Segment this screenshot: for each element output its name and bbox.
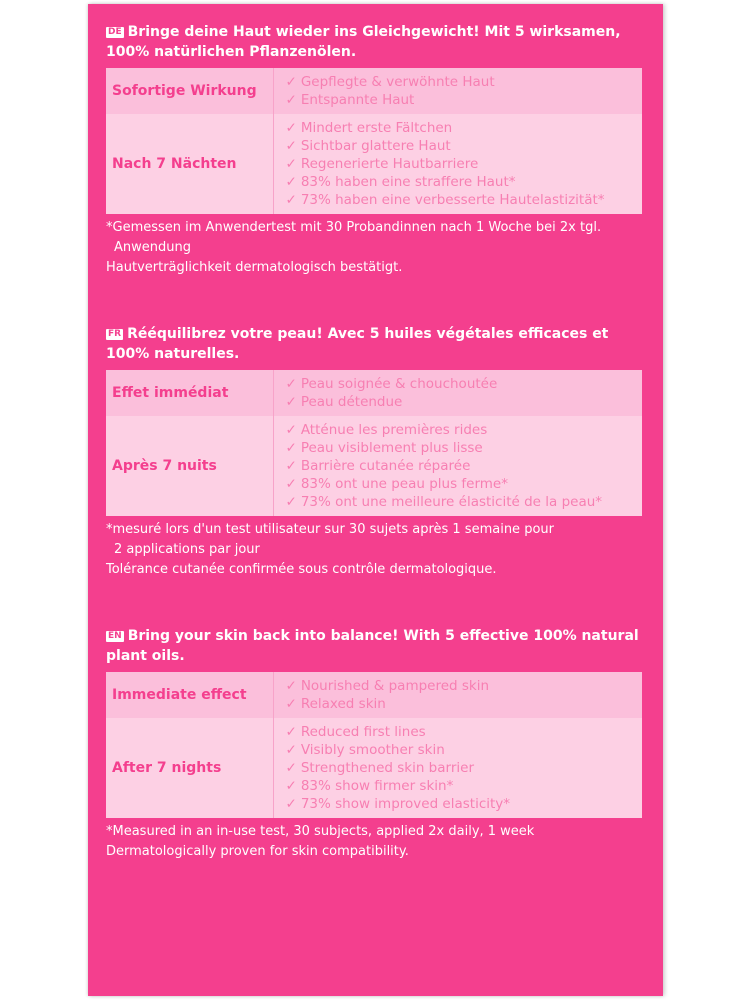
footnote: *mesuré lors d'un test utilisateur sur 30 sujets après 1 semaine pour 2 applications par jour Tolérance cutanée confirmée sous contrôle dermatologique. bbox=[106, 522, 554, 577]
list-item: ✓ 83% ont une peau plus ferme* bbox=[285, 476, 508, 492]
row-label: Sofortige Wirkung bbox=[106, 68, 273, 114]
list-item: ✓ 83% haben eine straffere Haut* bbox=[285, 174, 516, 190]
check-icon: ✓ bbox=[285, 742, 297, 758]
section-heading bbox=[106, 22, 646, 62]
list-item: ✓ 73% show improved elasticity* bbox=[285, 796, 511, 812]
row-label: Nach 7 Nächten bbox=[106, 114, 273, 214]
footnote: *Measured in an in-use test, 30 subjects, applied 2x daily, 1 week Dermatologically proven for skin compatibility. bbox=[106, 824, 535, 859]
section-de bbox=[106, 22, 646, 278]
check-icon: ✓ bbox=[285, 678, 297, 694]
check-icon: ✓ bbox=[285, 192, 297, 208]
list-item: ✓ 83% show firmer skin* bbox=[285, 778, 454, 794]
list-item: ✓ Strengthened skin barrier bbox=[285, 760, 474, 776]
benefits-table-fr bbox=[106, 370, 642, 516]
check-icon: ✓ bbox=[285, 394, 297, 410]
check-icon: ✓ bbox=[285, 458, 297, 474]
check-icon: ✓ bbox=[285, 760, 297, 776]
list-item: ✓ 73% ont une meilleure élasticité de la peau* bbox=[285, 494, 603, 510]
check-icon: ✓ bbox=[285, 724, 297, 740]
list-item: ✓ Regenerierte Hautbarriere bbox=[285, 156, 479, 172]
check-icon: ✓ bbox=[285, 696, 297, 712]
footnote: *Gemessen im Anwendertest mit 30 Probandinnen nach 1 Woche bei 2x tgl. Anwendung Hautverträglichkeit dermatologisch bestätigt. bbox=[106, 220, 602, 275]
check-icon: ✓ bbox=[285, 92, 297, 108]
row-items bbox=[273, 114, 642, 214]
check-icon: ✓ bbox=[285, 74, 297, 90]
benefits-table-de bbox=[106, 68, 642, 214]
table-row-immediate bbox=[106, 370, 642, 416]
table-row-immediate bbox=[106, 68, 642, 114]
heading-text: Bringe deine Haut wieder ins Gleichgewicht! Mit 5 wirksamen, 100% natürlichen Pflanzenölen. bbox=[106, 24, 621, 60]
section-en bbox=[106, 626, 646, 862]
check-icon: ✓ bbox=[285, 440, 297, 456]
row-items bbox=[273, 718, 642, 818]
list-item: ✓ Relaxed skin bbox=[285, 696, 386, 712]
section-heading bbox=[106, 324, 646, 364]
check-icon: ✓ bbox=[285, 476, 297, 492]
list-item: ✓ Barrière cutanée réparée bbox=[285, 458, 471, 474]
check-icon: ✓ bbox=[285, 796, 297, 812]
check-icon: ✓ bbox=[285, 778, 297, 794]
list-item: ✓ Peau visiblement plus lisse bbox=[285, 440, 483, 456]
row-items bbox=[273, 370, 642, 416]
check-icon: ✓ bbox=[285, 138, 297, 154]
list-item: ✓ 73% haben eine verbesserte Hautelastizität* bbox=[285, 192, 605, 208]
list-item: ✓ Reduced first lines bbox=[285, 724, 426, 740]
section-heading bbox=[106, 626, 646, 666]
check-icon: ✓ bbox=[285, 494, 297, 510]
table-row-after-7-nights bbox=[106, 718, 642, 818]
table-row-immediate bbox=[106, 672, 642, 718]
list-item: ✓ Mindert erste Fältchen bbox=[285, 120, 453, 136]
row-label: Après 7 nuits bbox=[106, 416, 273, 516]
list-item: ✓ Nourished & pampered skin bbox=[285, 678, 490, 694]
benefits-table-en bbox=[106, 672, 642, 818]
row-label: Effet immédiat bbox=[106, 370, 273, 416]
check-icon: ✓ bbox=[285, 120, 297, 136]
row-items bbox=[273, 672, 642, 718]
row-label: After 7 nights bbox=[106, 718, 273, 818]
row-items bbox=[273, 68, 642, 114]
row-items bbox=[273, 416, 642, 516]
check-icon: ✓ bbox=[285, 376, 297, 392]
check-icon: ✓ bbox=[285, 174, 297, 190]
table-row-after-7-nights bbox=[106, 114, 642, 214]
heading-text: Rééquilibrez votre peau! Avec 5 huiles végétales efficaces et 100% naturelles. bbox=[106, 326, 609, 362]
list-item: ✓ Peau détendue bbox=[285, 394, 403, 410]
check-icon: ✓ bbox=[285, 156, 297, 172]
list-item: ✓ Atténue les premières rides bbox=[285, 422, 488, 438]
lang-badge-de: DE bbox=[108, 27, 122, 37]
list-item: ✓ Visibly smoother skin bbox=[285, 742, 445, 758]
row-label: Immediate effect bbox=[106, 672, 273, 718]
check-icon: ✓ bbox=[285, 422, 297, 438]
table-row-after-7-nights bbox=[106, 416, 642, 516]
section-fr bbox=[106, 324, 646, 580]
list-item: ✓ Sichtbar glattere Haut bbox=[285, 138, 451, 154]
list-item: ✓ Entspannte Haut bbox=[285, 92, 415, 108]
product-info-panel bbox=[88, 4, 663, 996]
list-item: ✓ Gepflegte & verwöhnte Haut bbox=[285, 74, 495, 90]
lang-badge-fr: FR bbox=[108, 329, 122, 339]
lang-badge-en: EN bbox=[108, 631, 122, 641]
heading-text: Bring your skin back into balance! With 5 effective 100% natural plant oils. bbox=[106, 628, 639, 664]
list-item: ✓ Peau soignée & chouchoutée bbox=[285, 376, 498, 392]
